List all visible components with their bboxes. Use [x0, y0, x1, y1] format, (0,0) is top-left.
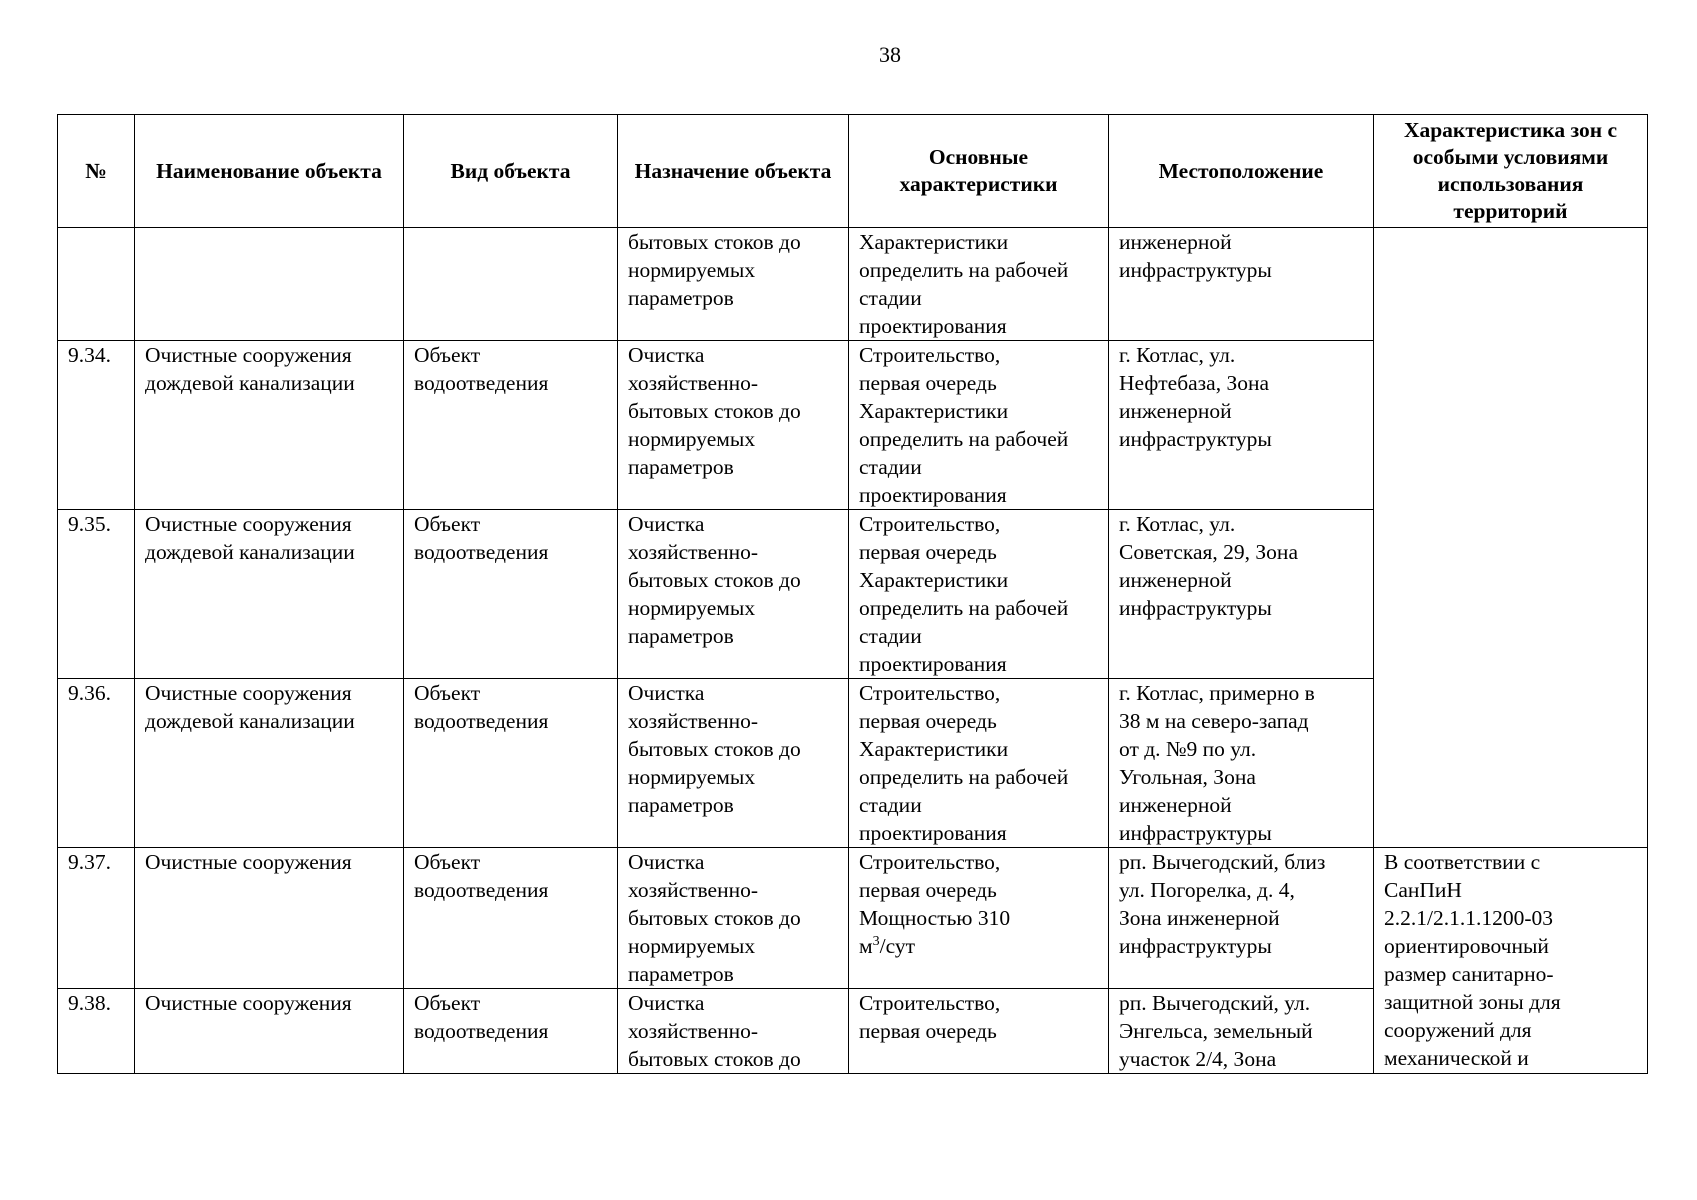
cell-number — [58, 228, 135, 341]
cell-purpose: Очистка хозяйственно- бытовых стоков до нормируемых параметров — [618, 341, 849, 510]
cell-type: Объект водоотведения — [404, 510, 618, 679]
cell-type: Объект водоотведения — [404, 989, 618, 1074]
header-characteristics: Основные характеристики — [849, 115, 1109, 228]
cell-name: Очистные сооружения — [135, 989, 404, 1074]
cell-number: 9.34. — [58, 341, 135, 510]
cell-type: Объект водоотведения — [404, 848, 618, 989]
cell-name: Очистные сооружения дождевой канализации — [135, 510, 404, 679]
header-number: № — [58, 115, 135, 228]
table-row — [58, 848, 1648, 989]
cell-purpose: Очистка хозяйственно- бытовых стоков до нормируемых параметров — [618, 679, 849, 848]
cell-characteristics: Строительство, первая очередь Характеристики определить на рабочей стадии проектирования — [849, 510, 1109, 679]
cell-type — [404, 228, 618, 341]
capacity-text: Строительство, первая очередь Мощностью 310 м — [859, 850, 1011, 958]
cell-zones-merged — [1374, 228, 1648, 848]
header-name: Наименование объекта — [135, 115, 404, 228]
page-number: 38 — [879, 42, 901, 67]
header-purpose: Назначение объекта — [618, 115, 849, 228]
table-header-row — [58, 115, 1648, 228]
cell-purpose: Очистка хозяйственно- бытовых стоков до нормируемых параметров — [618, 510, 849, 679]
cell-characteristics: Строительство, первая очередь Характеристики определить на рабочей стадии проектирования — [849, 679, 1109, 848]
cell-location: инженерной инфраструктуры — [1109, 228, 1374, 341]
cell-characteristics: Характеристики определить на рабочей стадии проектирования — [849, 228, 1109, 341]
capacity-unit-tail: /сут — [879, 934, 915, 958]
cubic-superscript: 3 — [872, 934, 880, 949]
cell-characteristics: Строительство, первая очередь Характеристики определить на рабочей стадии проектирования — [849, 341, 1109, 510]
cell-name — [135, 228, 404, 341]
header-location: Местоположение — [1109, 115, 1374, 228]
cell-location: рп. Вычегодский, ул. Энгельса, земельный участок 2/4, Зона — [1109, 989, 1374, 1074]
header-zones: Характеристика зон с особыми условиями использования территорий — [1374, 115, 1648, 228]
header-type: Вид объекта — [404, 115, 618, 228]
cell-number: 9.37. — [58, 848, 135, 989]
cell-purpose: Очистка хозяйственно- бытовых стоков до — [618, 989, 849, 1074]
cell-name: Очистные сооружения дождевой канализации — [135, 341, 404, 510]
cell-purpose: бытовых стоков до нормируемых параметров — [618, 228, 849, 341]
cell-name: Очистные сооружения — [135, 848, 404, 989]
cell-number: 9.36. — [58, 679, 135, 848]
cell-location: г. Котлас, примерно в 38 м на северо-запад от д. №9 по ул. Угольная, Зона инженерной инфраструктуры — [1109, 679, 1374, 848]
cell-location: г. Котлас, ул. Советская, 29, Зона инженерной инфраструктуры — [1109, 510, 1374, 679]
cell-location: рп. Вычегодский, близ ул. Погорелка, д. 4, Зона инженерной инфраструктуры — [1109, 848, 1374, 989]
cell-number: 9.35. — [58, 510, 135, 679]
cell-type: Объект водоотведения — [404, 341, 618, 510]
cell-number: 9.38. — [58, 989, 135, 1074]
cell-location: г. Котлас, ул. Нефтебаза, Зона инженерной инфраструктуры — [1109, 341, 1374, 510]
cell-characteristics: Строительство, первая очередь — [849, 989, 1109, 1074]
cell-type: Объект водоотведения — [404, 679, 618, 848]
cell-name: Очистные сооружения дождевой канализации — [135, 679, 404, 848]
table-row — [58, 228, 1648, 341]
cell-purpose: Очистка хозяйственно- бытовых стоков до нормируемых параметров — [618, 848, 849, 989]
cell-zones-merged: В соответствии с СанПиН 2.2.1/2.1.1.1200-03 ориентировочный размер санитарно- защитной зоны для сооружений для механической и — [1374, 848, 1648, 1074]
objects-table — [57, 114, 1648, 1074]
cell-characteristics — [849, 848, 1109, 989]
